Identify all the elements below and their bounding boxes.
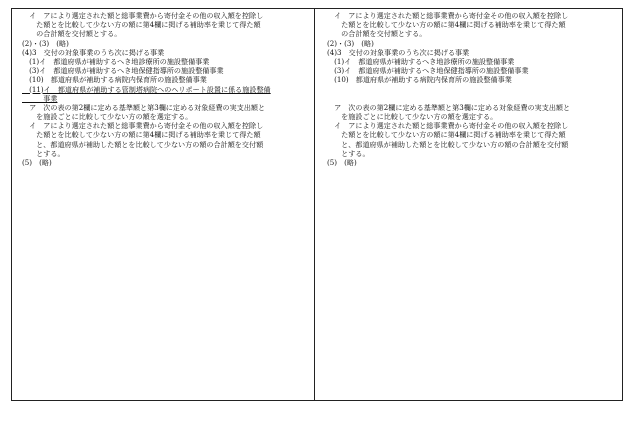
left-text-line: ア 次の表の第2欄に定める基準額と第3欄に定める対象経費の実支出額と [22,102,266,112]
left-column [22,11,310,167]
right-text-line: (10) 都道府県が補助する病院内保育所の施設整備事業 [327,75,512,85]
right-column [327,11,617,167]
left-text-line: の合計額を交付額とする。 [22,29,122,39]
left-text-line: (10) 都道府県が補助する病院内保育所の施設整備事業 [22,75,207,85]
left-text-line: 事業 [22,93,58,103]
left-text-line: (1)イ 都道府県が補助するへき地診療所の施設整備事業 [22,56,210,66]
left-text-line: (3)イ 都道府県が補助するへき地保健指導所の施設整備事業 [22,66,224,76]
left-text-line: た額とを比較して少ない方の額に第4欄に掲げる補助率を乗じて得た額 [22,20,261,30]
right-text-line: た額とを比較して少ない方の額に第4欄に掲げる補助率を乗じて得た額 [327,130,566,140]
right-text-line: (2)・(3) (略) [327,38,374,48]
right-text-line: た額とを比較して少ない方の額に第4欄に掲げる補助率を乗じて得た額 [327,20,566,30]
right-text-line [327,85,617,94]
left-text-line: (11)イ 都道府県が補助する管制塔病院へのヘリポート設置に係る施設整備 [22,84,271,94]
left-text-line: た額とを比較して少ない方の額に第4欄に掲げる補助率を乗じて得た額 [22,130,261,140]
left-text-line: とする。 [22,148,65,158]
right-text-line: を施設ごとに比較して少ない方の額を選定する。 [327,112,498,122]
left-text-line: を施設ごとに比較して少ない方の額を選定する。 [22,112,193,122]
right-text-line: イ アにより選定された額と総事業費から寄付金その他の収入額を控除し [327,11,569,20]
left-text-line: イ アにより選定された額と総事業費から寄付金その他の収入額を控除し [22,11,264,20]
left-text-line: イ アにより選定された額と総事業費から寄付金その他の収入額を控除し [22,121,264,131]
right-text-line: (3)イ 都道府県が補助するへき地保健指導所の施設整備事業 [327,66,529,76]
left-text-line: (5) (略) [22,158,52,167]
right-text-line: の合計額を交付額とする。 [327,29,427,39]
right-text-line: と、都道府県が補助した額とを比較して少ない方の額の合計額を交付額 [327,139,569,149]
column-divider [314,8,315,401]
right-text-line: (4)3 交付の対象事業のうち次に掲げる事業 [327,47,470,57]
left-text-line: (2)・(3) (略) [22,38,69,48]
right-text-line [327,94,617,103]
right-text-line: (5) (略) [327,158,357,167]
left-text-line: (4)3 交付の対象事業のうち次に掲げる事業 [22,47,165,57]
left-text-line: と、都道府県が補助した額とを比較して少ない方の額の合計額を交付額 [22,139,264,149]
right-text-line: (1)イ 都道府県が補助するへき地診療所の施設整備事業 [327,56,515,66]
right-text-line: イ アにより選定された額と総事業費から寄付金その他の収入額を控除し [327,121,569,131]
right-text-line: とする。 [327,148,370,158]
right-text-line: ア 次の表の第2欄に定める基準額と第3欄に定める対象経費の実支出額と [327,102,571,112]
